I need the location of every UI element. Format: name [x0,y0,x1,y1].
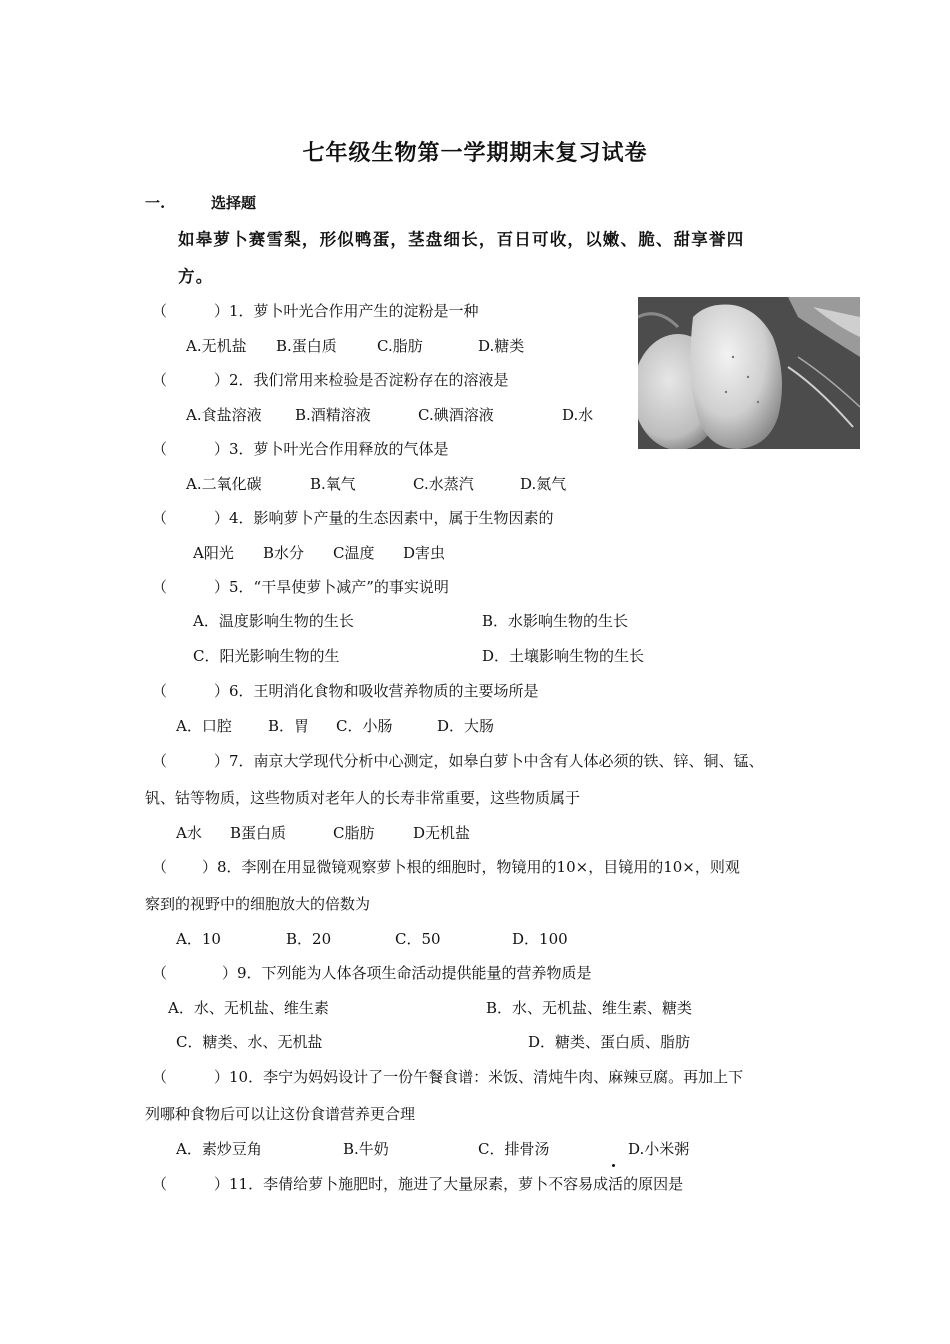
question-7: （ ）7．南京大学现代分析中心测定，如皋白萝卜中含有人体必须的铁、锌、铜、锰、 [152,752,764,770]
q8-option-c: C．50 [395,930,441,948]
q7-option-a: A水 [176,824,202,842]
q4-option-d: D害虫 [403,544,446,562]
q4-option-b: B水分 [263,544,305,562]
q1-option-b: B.蛋白质 [276,337,337,355]
q2-option-c: C.碘酒溶液 [418,406,494,424]
q1-option-a: A.无机盐 [186,337,247,355]
q2-option-d: D.水 [562,406,594,424]
emphasis-dot [612,1164,615,1167]
q8-option-b: B．20 [286,930,332,948]
question-9: （ ）9．下列能为人体各项生命活动提供能量的营养物质是 [152,964,592,982]
answer-blank-close: ） [214,302,230,320]
q2-option-b: B.酒精溶液 [295,406,371,424]
q5-option-b: B．水影响生物的生长 [482,612,629,630]
section-number: 一. [145,194,166,212]
q6-option-a: A．口腔 [176,717,232,735]
question-8: （ ）8．李刚在用显微镜观察萝卜根的细胞时，物镜用的10×，目镜用的10×，则观 [152,858,740,876]
q6-option-d: D．大肠 [437,717,495,735]
question-7-continued: 钒、钴等物质，这些物质对老年人的长寿非常重要，这些物质属于 [145,789,581,807]
q9-option-c: C．糖类、水、无机盐 [176,1033,323,1051]
radish-photo [638,297,860,449]
intro-line-2: 方。 [178,267,214,286]
question-10: （ ）10．李宁为妈妈设计了一份午餐食谱：米饭、清炖牛肉、麻辣豆腐。再加上下 [152,1068,744,1086]
q3-option-c: C.水蒸汽 [413,475,474,493]
q9-option-d: D．糖类、蛋白质、脂肪 [528,1033,691,1051]
q7-option-c: C脂肪 [333,824,375,842]
question-1: （ ）1．萝卜叶光合作用产生的淀粉是一种 [152,302,479,320]
q9-option-a: A．水、无机盐、维生素 [168,999,329,1017]
q7-option-d: D无机盐 [413,824,471,842]
q10-option-d: D.小米粥 [628,1140,690,1158]
q9-option-b: B．水、无机盐、维生素、糖类 [486,999,693,1017]
question-11: （ ）11．李倩给萝卜施肥时，施进了大量尿素，萝卜不容易成活的原因是 [152,1175,684,1193]
q10-option-b: B.牛奶 [343,1140,389,1158]
q5-option-d: D．土壤影响生物的生长 [482,647,645,665]
q4-option-a: A阳光 [193,544,234,562]
q4-option-c: C温度 [333,544,375,562]
q5-option-a: A．温度影响生物的生长 [193,612,354,630]
question-3: （ ）3．萝卜叶光合作用释放的气体是 [152,440,449,458]
question-5: （ ）5．“干旱使萝卜减产”的事实说明 [152,578,449,596]
intro-line-1: 如皋萝卜赛雪梨，形似鸭蛋，茎盘细长，百日可收，以嫩、脆、甜享誉四 [178,230,745,249]
q10-option-c: C．排骨汤 [478,1140,550,1158]
question-stem: 1．萝卜叶光合作用产生的淀粉是一种 [229,302,479,320]
question-6: （ ）6．王明消化食物和吸收营养物质的主要场所是 [152,682,539,700]
q1-option-d: D.糖类 [478,337,525,355]
q2-option-a: A.食盐溶液 [186,406,262,424]
q7-option-b: B蛋白质 [230,824,287,842]
question-10-continued: 列哪种食物后可以让这份食谱营养更合理 [145,1105,416,1123]
q3-option-a: A.二氧化碳 [186,475,262,493]
question-2: （ ）2．我们常用来检验是否淀粉存在的溶液是 [152,371,509,389]
question-4: （ ）4．影响萝卜产量的生态因素中，属于生物因素的 [152,509,554,527]
q6-option-c: C．小肠 [336,717,393,735]
q5-option-c: C．阳光影响生物的生 [193,647,340,665]
q8-option-a: A．10 [176,930,221,948]
q10-option-a: A．素炒豆角 [176,1140,262,1158]
q6-option-b: B．胃 [268,717,310,735]
q3-option-b: B.氧气 [310,475,356,493]
question-8-continued: 察到的视野中的细胞放大的倍数为 [145,895,371,913]
q1-option-c: C.脂肪 [377,337,423,355]
section-label: 选择题 [211,194,257,212]
page-title: 七年级生物第一学期期末复习试卷 [302,140,648,166]
q3-option-d: D.氮气 [520,475,567,493]
q8-option-d: D．100 [512,930,568,948]
